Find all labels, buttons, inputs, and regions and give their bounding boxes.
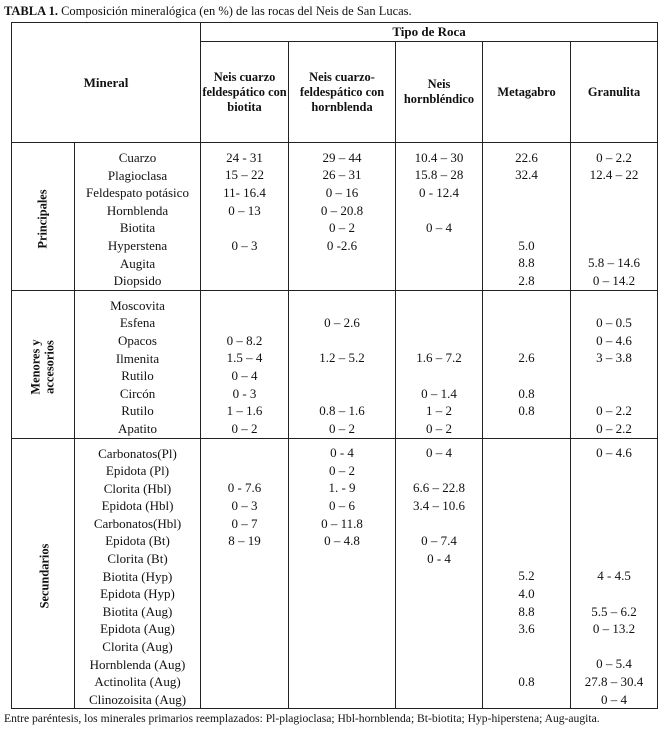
value-cell: 0 – 2 bbox=[289, 219, 396, 237]
table-row bbox=[12, 462, 658, 480]
value-cell bbox=[571, 585, 658, 603]
value-cell bbox=[289, 603, 396, 621]
mineral-name: Epidota (Bt) bbox=[75, 532, 201, 550]
table-row bbox=[12, 237, 658, 255]
value-cell: 29 – 44 bbox=[289, 143, 396, 167]
value-cell: 0 – 4 bbox=[201, 367, 289, 385]
mineral-name: Biotita (Aug) bbox=[75, 603, 201, 621]
value-cell bbox=[571, 385, 658, 403]
value-cell bbox=[571, 497, 658, 515]
mineral-name: Clorita (Hbl) bbox=[75, 480, 201, 498]
table-row bbox=[12, 255, 658, 273]
mineral-name: Biotita (Hyp) bbox=[75, 568, 201, 586]
value-cell: 0 - 3 bbox=[201, 385, 289, 403]
value-cell: 0 – 4.6 bbox=[571, 438, 658, 462]
value-cell bbox=[483, 497, 571, 515]
mineral-name: Carbonatos(Pl) bbox=[75, 438, 201, 462]
value-cell bbox=[571, 462, 658, 480]
value-cell bbox=[483, 184, 571, 202]
value-cell bbox=[483, 314, 571, 332]
table-row bbox=[12, 290, 658, 314]
value-cell: 0 – 20.8 bbox=[289, 202, 396, 220]
mineral-name: Feldespato potásico bbox=[75, 184, 201, 202]
mineral-name: Epidota (Pl) bbox=[75, 462, 201, 480]
table-caption bbox=[4, 4, 412, 19]
mineral-name: Opacos bbox=[75, 332, 201, 350]
value-cell bbox=[289, 367, 396, 385]
table-row bbox=[12, 350, 658, 368]
value-cell: 0 – 4 bbox=[396, 219, 483, 237]
value-cell: 24 - 31 bbox=[201, 143, 289, 167]
value-cell: 12.4 – 22 bbox=[571, 167, 658, 185]
mineral-name: Epidota (Hyp) bbox=[75, 585, 201, 603]
mineral-name: Ilmenita bbox=[75, 350, 201, 368]
value-cell: 0 – 2 bbox=[289, 420, 396, 438]
value-cell bbox=[201, 603, 289, 621]
value-cell bbox=[201, 438, 289, 462]
value-cell bbox=[483, 462, 571, 480]
value-cell: 22.6 bbox=[483, 143, 571, 167]
value-cell: 0 – 1.4 bbox=[396, 385, 483, 403]
value-cell: 0.8 – 1.6 bbox=[289, 402, 396, 420]
value-cell: 2.8 bbox=[483, 272, 571, 290]
value-cell: 0 – 2.6 bbox=[289, 314, 396, 332]
value-cell: 0 - 4 bbox=[396, 550, 483, 568]
value-cell: 0 – 8.2 bbox=[201, 332, 289, 350]
value-cell bbox=[571, 290, 658, 314]
value-cell: 8.8 bbox=[483, 603, 571, 621]
value-cell bbox=[201, 691, 289, 709]
value-cell: 0 – 2.2 bbox=[571, 420, 658, 438]
value-cell: 0 – 11.8 bbox=[289, 515, 396, 533]
value-cell: 6.6 – 22.8 bbox=[396, 480, 483, 498]
table-row bbox=[12, 603, 658, 621]
table-row bbox=[12, 480, 658, 498]
mineral-name: Carbonatos(Hbl) bbox=[75, 515, 201, 533]
value-cell bbox=[483, 480, 571, 498]
value-cell bbox=[396, 620, 483, 638]
mineral-name: Cuarzo bbox=[75, 143, 201, 167]
value-cell: 1.6 – 7.2 bbox=[396, 350, 483, 368]
value-cell: 0 – 3 bbox=[201, 497, 289, 515]
value-cell: 0 – 13.2 bbox=[571, 620, 658, 638]
table-row bbox=[12, 332, 658, 350]
value-cell bbox=[396, 462, 483, 480]
col-header-granulita: Granulita bbox=[571, 42, 658, 143]
mineral-name: Epidota (Aug) bbox=[75, 620, 201, 638]
value-cell: 0 – 6 bbox=[289, 497, 396, 515]
group-label: Secundarios bbox=[37, 543, 52, 609]
group-label-line: Menores y bbox=[28, 339, 43, 395]
value-cell: 0 – 4 bbox=[571, 691, 658, 709]
value-cell: 3.4 – 10.6 bbox=[396, 497, 483, 515]
value-cell bbox=[289, 638, 396, 656]
value-cell bbox=[201, 638, 289, 656]
col-header-neis-biotita: Neis cuarzo feldespático con biotita bbox=[201, 42, 289, 143]
value-cell: 0 – 2.2 bbox=[571, 143, 658, 167]
value-cell: 4.0 bbox=[483, 585, 571, 603]
table-row bbox=[12, 656, 658, 674]
table-row bbox=[12, 385, 658, 403]
value-cell bbox=[396, 314, 483, 332]
value-cell bbox=[483, 420, 571, 438]
value-cell bbox=[483, 367, 571, 385]
table-row bbox=[12, 272, 658, 290]
value-cell bbox=[396, 255, 483, 273]
table-row bbox=[12, 568, 658, 586]
table-row bbox=[12, 515, 658, 533]
table-row bbox=[12, 420, 658, 438]
value-cell bbox=[396, 673, 483, 691]
value-cell bbox=[289, 691, 396, 709]
mineral-name: Diopsido bbox=[75, 272, 201, 290]
table-row bbox=[12, 314, 658, 332]
value-cell: 1.5 – 4 bbox=[201, 350, 289, 368]
value-cell: 11- 16.4 bbox=[201, 184, 289, 202]
value-cell bbox=[396, 290, 483, 314]
mineral-name: Rutilo bbox=[75, 367, 201, 385]
value-cell: 5.0 bbox=[483, 237, 571, 255]
value-cell: 0 - 4 bbox=[289, 438, 396, 462]
value-cell bbox=[571, 480, 658, 498]
value-cell bbox=[483, 656, 571, 674]
value-cell bbox=[201, 272, 289, 290]
col-header-metagabro: Metagabro bbox=[483, 42, 571, 143]
tipo-roca-header: Tipo de Roca bbox=[201, 23, 658, 42]
table-row bbox=[12, 585, 658, 603]
value-cell: 1.2 – 5.2 bbox=[289, 350, 396, 368]
value-cell: 0 – 13 bbox=[201, 202, 289, 220]
table-footnote: Entre paréntesis, los minerales primarios reemplazados: Pl-plagioclasa; Hbl-hornblenda; Bt-biotita; Hyp-hiperstena; Aug-augita. bbox=[4, 712, 600, 725]
table-row bbox=[12, 673, 658, 691]
mineral-name: Apatito bbox=[75, 420, 201, 438]
value-cell bbox=[201, 673, 289, 691]
value-cell: 4 - 4.5 bbox=[571, 568, 658, 586]
value-cell bbox=[483, 202, 571, 220]
value-cell bbox=[201, 585, 289, 603]
group-label: Principales bbox=[35, 189, 50, 249]
value-cell: 0 – 7.4 bbox=[396, 532, 483, 550]
caption-text: Composición mineralógica (en %) de las rocas del Neis de San Lucas. bbox=[57, 4, 412, 18]
mineral-name: Actinolita (Aug) bbox=[75, 673, 201, 691]
value-cell: 0 – 4.8 bbox=[289, 532, 396, 550]
value-cell: 0.8 bbox=[483, 402, 571, 420]
value-cell: 26 – 31 bbox=[289, 167, 396, 185]
value-cell bbox=[201, 219, 289, 237]
value-cell bbox=[571, 184, 658, 202]
mineral-name: Circón bbox=[75, 385, 201, 403]
value-cell: 1 – 1.6 bbox=[201, 402, 289, 420]
value-cell bbox=[289, 585, 396, 603]
table-row bbox=[12, 532, 658, 550]
value-cell: 15 – 22 bbox=[201, 167, 289, 185]
value-cell: 10.4 – 30 bbox=[396, 143, 483, 167]
value-cell bbox=[396, 515, 483, 533]
value-cell bbox=[289, 620, 396, 638]
value-cell: 32.4 bbox=[483, 167, 571, 185]
value-cell: 0 - 7.6 bbox=[201, 480, 289, 498]
table-row bbox=[12, 143, 658, 167]
mineral-header: Mineral bbox=[12, 23, 201, 143]
value-cell bbox=[483, 438, 571, 462]
value-cell: 0.8 bbox=[483, 385, 571, 403]
value-cell bbox=[396, 202, 483, 220]
value-cell: 5.8 – 14.6 bbox=[571, 255, 658, 273]
mineral-name: Clorita (Bt) bbox=[75, 550, 201, 568]
value-cell bbox=[289, 255, 396, 273]
value-cell bbox=[483, 691, 571, 709]
value-cell bbox=[396, 568, 483, 586]
mineral-name: Clinozoisita (Aug) bbox=[75, 691, 201, 709]
table-row bbox=[12, 367, 658, 385]
value-cell bbox=[483, 290, 571, 314]
value-cell bbox=[289, 385, 396, 403]
value-cell bbox=[201, 255, 289, 273]
value-cell: 8.8 bbox=[483, 255, 571, 273]
value-cell bbox=[396, 691, 483, 709]
value-cell: 0.8 bbox=[483, 673, 571, 691]
table-row bbox=[12, 438, 658, 462]
value-cell bbox=[201, 462, 289, 480]
value-cell bbox=[289, 290, 396, 314]
value-cell: 0 – 2 bbox=[289, 462, 396, 480]
value-cell bbox=[289, 568, 396, 586]
value-cell bbox=[396, 585, 483, 603]
group-label-cell bbox=[12, 438, 75, 709]
value-cell: 0 – 2 bbox=[396, 420, 483, 438]
mineral-name: Hornblenda (Aug) bbox=[75, 656, 201, 674]
table-row bbox=[12, 550, 658, 568]
table-row bbox=[12, 497, 658, 515]
value-cell: 5.2 bbox=[483, 568, 571, 586]
value-cell bbox=[571, 367, 658, 385]
value-cell: 5.5 – 6.2 bbox=[571, 603, 658, 621]
mineral-name: Esfena bbox=[75, 314, 201, 332]
value-cell bbox=[289, 656, 396, 674]
value-cell: 0 – 3 bbox=[201, 237, 289, 255]
value-cell bbox=[571, 532, 658, 550]
value-cell: 0 – 16 bbox=[289, 184, 396, 202]
value-cell bbox=[396, 367, 483, 385]
value-cell bbox=[396, 332, 483, 350]
table-row bbox=[12, 402, 658, 420]
value-cell: 2.6 bbox=[483, 350, 571, 368]
table-row bbox=[12, 638, 658, 656]
value-cell: 3 – 3.8 bbox=[571, 350, 658, 368]
value-cell bbox=[571, 219, 658, 237]
value-cell bbox=[571, 550, 658, 568]
mineral-name: Augita bbox=[75, 255, 201, 273]
value-cell: 0 – 5.4 bbox=[571, 656, 658, 674]
mineral-name: Plagioclasa bbox=[75, 167, 201, 185]
value-cell: 0 – 14.2 bbox=[571, 272, 658, 290]
value-cell bbox=[289, 272, 396, 290]
value-cell: 0 – 4.6 bbox=[571, 332, 658, 350]
mineral-name: Clorita (Aug) bbox=[75, 638, 201, 656]
value-cell: 15.8 – 28 bbox=[396, 167, 483, 185]
value-cell bbox=[483, 638, 571, 656]
mineral-composition-table bbox=[11, 22, 658, 709]
value-cell: 0 – 4 bbox=[396, 438, 483, 462]
value-cell bbox=[483, 550, 571, 568]
value-cell bbox=[483, 515, 571, 533]
mineral-name: Hornblenda bbox=[75, 202, 201, 220]
table-row bbox=[12, 620, 658, 638]
table-row bbox=[12, 184, 658, 202]
col-header-neis-hornblenda: Neis cuarzo-feldespático con hornblenda bbox=[289, 42, 396, 143]
value-cell: 27.8 – 30.4 bbox=[571, 673, 658, 691]
value-cell bbox=[289, 673, 396, 691]
value-cell bbox=[396, 656, 483, 674]
group-label-line: accesorios bbox=[42, 339, 57, 394]
caption-label: TABLA 1. bbox=[4, 4, 58, 18]
value-cell bbox=[483, 219, 571, 237]
value-cell: 0 – 7 bbox=[201, 515, 289, 533]
value-cell: 3.6 bbox=[483, 620, 571, 638]
col-header-neis-hornblendico: Neis hornbléndico bbox=[396, 42, 483, 143]
table-row bbox=[12, 219, 658, 237]
value-cell bbox=[483, 532, 571, 550]
table-row bbox=[12, 202, 658, 220]
value-cell bbox=[483, 332, 571, 350]
value-cell bbox=[201, 314, 289, 332]
value-cell: 0 – 2 bbox=[201, 420, 289, 438]
group-label-cell bbox=[12, 290, 75, 438]
value-cell: 1. - 9 bbox=[289, 480, 396, 498]
value-cell bbox=[396, 603, 483, 621]
value-cell bbox=[201, 568, 289, 586]
table-row bbox=[12, 167, 658, 185]
value-cell bbox=[201, 620, 289, 638]
group-label-cell bbox=[12, 143, 75, 291]
value-cell: 0 – 2.2 bbox=[571, 402, 658, 420]
value-cell bbox=[571, 202, 658, 220]
value-cell bbox=[396, 237, 483, 255]
table-row bbox=[12, 691, 658, 709]
mineral-name: Moscovita bbox=[75, 290, 201, 314]
mineral-name: Rutilo bbox=[75, 402, 201, 420]
value-cell bbox=[571, 638, 658, 656]
mineral-name: Epidota (Hbl) bbox=[75, 497, 201, 515]
value-cell bbox=[289, 332, 396, 350]
value-cell: 0 - 12.4 bbox=[396, 184, 483, 202]
value-cell bbox=[289, 550, 396, 568]
value-cell: 0 – 0.5 bbox=[571, 314, 658, 332]
value-cell: 8 – 19 bbox=[201, 532, 289, 550]
value-cell: 0 -2.6 bbox=[289, 237, 396, 255]
value-cell bbox=[201, 290, 289, 314]
group-label bbox=[29, 339, 57, 394]
value-cell bbox=[571, 237, 658, 255]
mineral-name: Hyperstena bbox=[75, 237, 201, 255]
value-cell bbox=[201, 550, 289, 568]
value-cell bbox=[571, 515, 658, 533]
value-cell bbox=[201, 656, 289, 674]
mineral-name: Biotita bbox=[75, 219, 201, 237]
value-cell bbox=[396, 638, 483, 656]
value-cell bbox=[396, 272, 483, 290]
value-cell: 1 – 2 bbox=[396, 402, 483, 420]
